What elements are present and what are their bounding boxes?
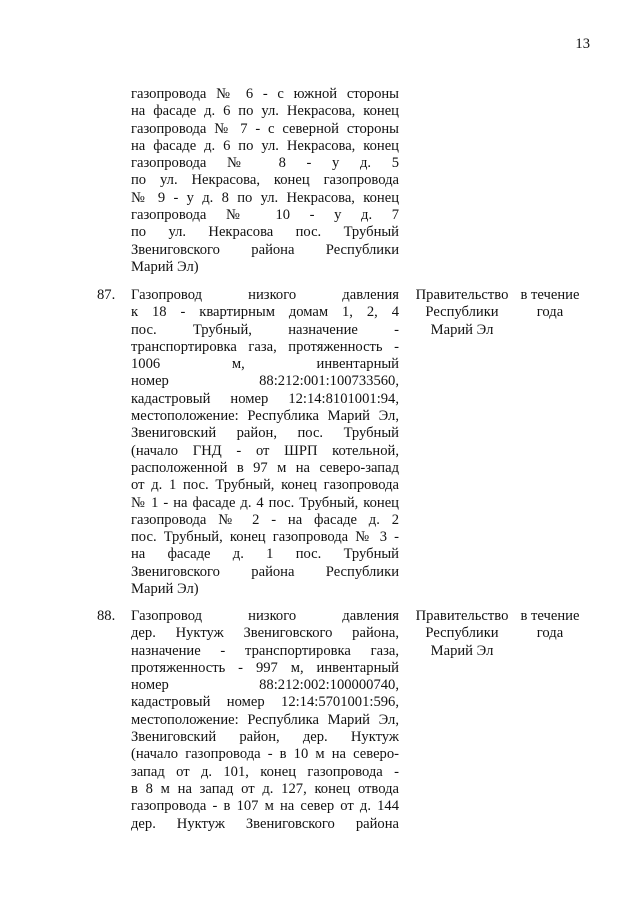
text-line: (начало ГНД - от ШРП котельной, — [131, 442, 399, 459]
text-line: № 9 - у д. 8 по ул. Некрасова, конец — [131, 189, 399, 206]
text-line: года — [536, 625, 564, 642]
text-line: кадастровый номер 12:14:8101001:94, — [131, 390, 399, 407]
entry-term — [517, 608, 583, 643]
text-line: местоположение: Республика Марий Эл, — [131, 711, 399, 728]
text-line: пос. Трубный, конец газопровода № 3 - — [131, 529, 399, 546]
text-line: по ул. Некрасова пос. Трубный — [131, 224, 399, 241]
text-line: Правительство — [415, 287, 509, 303]
text-line: газопровода № 7 - с северной стороны — [131, 120, 399, 137]
text-line: запад от д. 101, конец газопровода - — [131, 763, 399, 780]
text-line: Звениговский район, пос. Трубный — [131, 425, 399, 442]
text-line: Газопровод низкого давления — [131, 287, 399, 303]
text-line: года — [536, 304, 564, 321]
text-line: протяженность - 997 м, инвентарный — [131, 659, 399, 676]
entry-number: 87. — [97, 287, 116, 303]
text-line: от д. 1 пос. Трубный, конец газопровода — [131, 477, 399, 494]
entry-organization — [410, 287, 514, 339]
page-number: 13 — [575, 36, 590, 52]
text-line: в течение — [520, 608, 580, 624]
text-line: к 18 - квартирным домам 1, 2, 4 — [131, 304, 399, 321]
text-line: дер. Нуктуж Звениговского района, — [131, 625, 399, 642]
text-line: газопровода № 10 - у д. 7 — [131, 207, 399, 224]
text-line: Звениговского района Республики — [131, 241, 399, 258]
text-line: дер. Нуктуж Звениговского района — [131, 815, 399, 832]
continuation-description — [131, 86, 399, 276]
text-line: Правительство — [415, 608, 509, 624]
text-line: транспортировка газа, протяженность - — [131, 338, 399, 355]
text-line: номер 88:212:001:100733560, — [131, 373, 399, 390]
text-line: Марий Эл) — [131, 258, 199, 275]
entry-term — [517, 287, 583, 322]
text-line: газопровода № 2 - на фасаде д. 2 — [131, 511, 399, 528]
text-line: Марий Эл) — [131, 581, 199, 598]
text-line: газопровода № 6 - с южной стороны — [131, 86, 399, 102]
text-line: Республики — [425, 625, 499, 642]
text-line: № 1 - на фасаде д. 4 пос. Трубный, конец — [131, 494, 399, 511]
text-line: газопровода № 8 - у д. 5 — [131, 155, 399, 172]
text-line: в 8 м на запад от д. 127, конец отвода — [131, 780, 399, 797]
text-line: Газопровод низкого давления — [131, 608, 399, 624]
text-line: газопровода - в 107 м на север от д. 144 — [131, 798, 399, 815]
entry-description — [131, 287, 399, 598]
text-line: Звениговского района Республики — [131, 563, 399, 580]
text-line: Республики — [425, 304, 499, 321]
text-line: назначение - транспортировка газа, — [131, 642, 399, 659]
text-line: на фасаде д. 1 пос. Трубный — [131, 546, 399, 563]
text-line: расположенной в 97 м на северо-запад — [131, 459, 399, 476]
text-line: (начало газопровода - в 10 м на северо- — [131, 746, 399, 763]
text-line: Марий Эл — [430, 321, 494, 338]
text-line: кадастровый номер 12:14:5701001:596, — [131, 694, 399, 711]
text-line: пос. Трубный, назначение - — [131, 321, 399, 338]
text-line: в течение — [520, 287, 580, 303]
text-line: на фасаде д. 6 по ул. Некрасова, конец — [131, 137, 399, 154]
entry-organization — [410, 608, 514, 660]
text-line: Марий Эл — [430, 642, 494, 659]
entry-number: 88. — [97, 608, 116, 624]
text-line: номер 88:212:002:100000740, — [131, 677, 399, 694]
text-line: по ул. Некрасова, конец газопровода — [131, 172, 399, 189]
text-line: на фасаде д. 6 по ул. Некрасова, конец — [131, 103, 399, 120]
text-line: 1006 м, инвентарный — [131, 356, 399, 373]
text-line: местоположение: Республика Марий Эл, — [131, 408, 399, 425]
text-line: Звениговский район, дер. Нуктуж — [131, 729, 399, 746]
entry-description — [131, 608, 399, 833]
